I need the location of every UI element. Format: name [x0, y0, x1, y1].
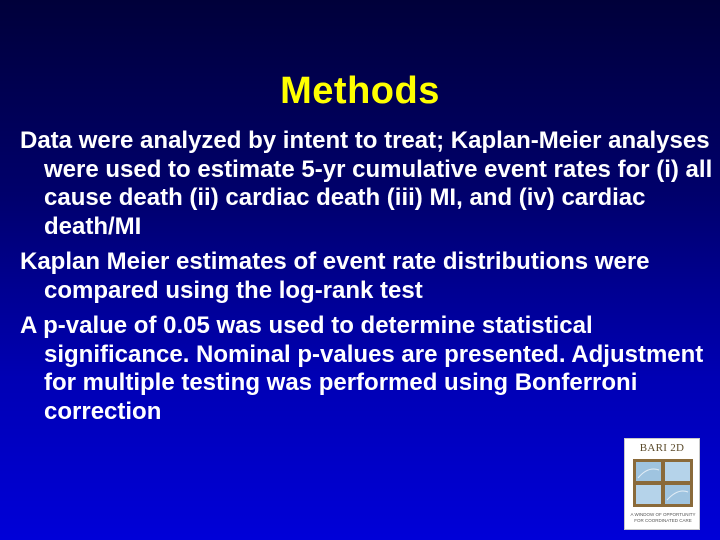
paragraph-analysis-method: Data were analyzed by intent to treat; Kaplan-Meier analyses were used to estimate 5-yr cumulative event rates for (i) all cause death (ii) cardiac death (iii) MI, and (iv) cardiac death/MI	[20, 127, 713, 240]
slide-title: Methods	[280, 70, 440, 112]
window-icon	[632, 458, 694, 508]
logo-tagline-line1: A WINDOW OF OPPORTUNITY	[630, 512, 696, 517]
logo-title: BARI 2D	[639, 442, 685, 454]
paragraph-log-rank-test: Kaplan Meier estimates of event rate distributions were compared using the log-rank test	[20, 248, 650, 304]
logo-tagline	[627, 512, 699, 524]
logo-tagline-line2: FOR COORDINATED CARE	[634, 518, 692, 523]
body-text	[20, 127, 716, 433]
bari-2d-logo	[624, 438, 700, 530]
paragraph-p-value: A p-value of 0.05 was used to determine statistical significance. Nominal p-values are presented. Adjustment for multiple testing was performed using Bonferroni correction	[20, 312, 704, 425]
